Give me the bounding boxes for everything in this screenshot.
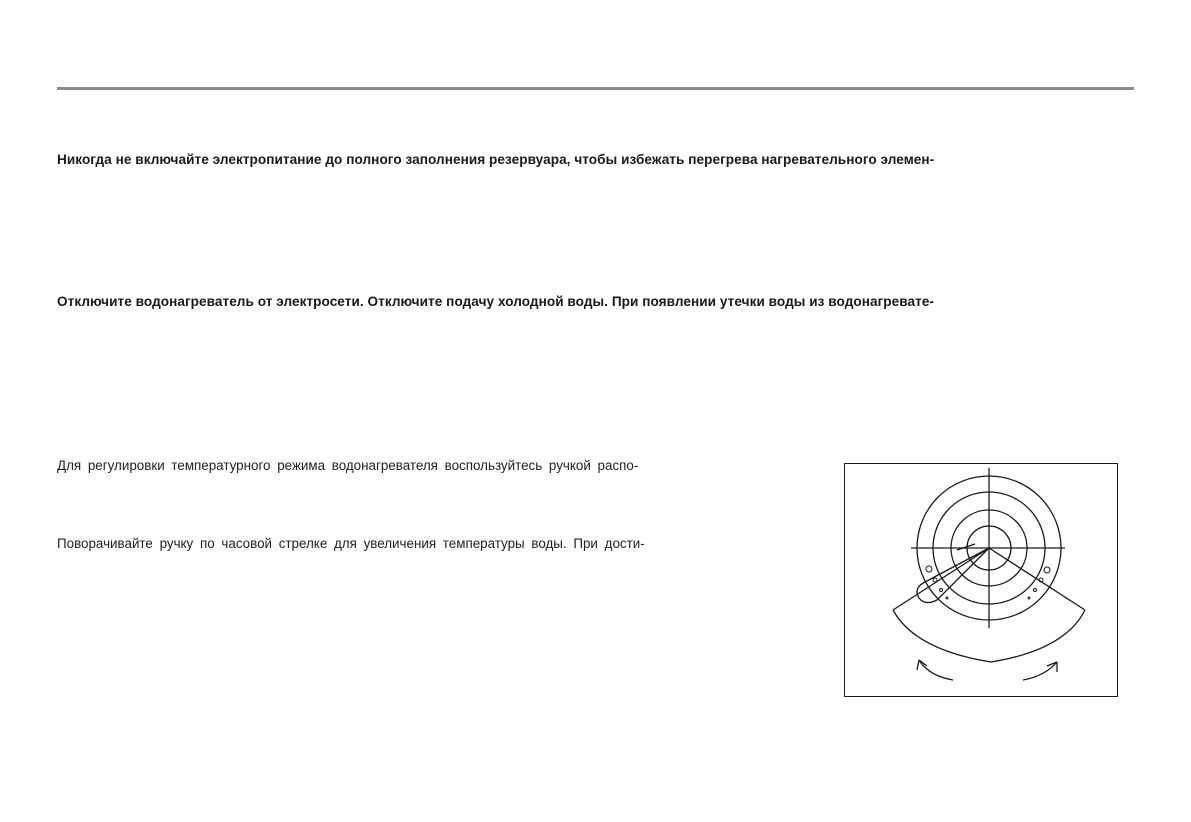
scale-mark-left-1 <box>926 566 932 572</box>
instruction-rotate-knob: Поворачивайте ручку по часовой стрелке для увеличения температуры воды. При дости- <box>57 536 645 551</box>
warning-disconnect: Отключите водонагреватель от электросети. Отключите подачу холодной воды. При появлении утечки воды из водонагревате- <box>57 294 935 309</box>
scale-mark-left-2 <box>933 578 937 582</box>
knob-pointer <box>917 548 989 603</box>
arrow-left-curve <box>919 660 953 680</box>
scale-mark-left-4 <box>946 597 948 599</box>
pointer-grip <box>957 544 975 550</box>
knob-diagram-svg <box>845 464 1119 698</box>
sector-left-edge <box>893 548 989 610</box>
warning-fill-tank: Никогда не включайте электропитание до полного заполнения резервуара, чтобы избежать перегрева нагревательного элемен- <box>57 152 935 167</box>
scale-mark-left-3 <box>940 589 943 592</box>
header-divider <box>57 87 1134 90</box>
sector-right-edge <box>989 548 1085 610</box>
scale-mark-right-1 <box>1044 567 1050 573</box>
instruction-adjust-temperature: Для регулировки температурного режима водонагревателя воспользуйтесь ручкой распо- <box>57 458 639 473</box>
thermostat-knob-diagram <box>844 463 1118 697</box>
scale-mark-right-3 <box>1034 589 1037 592</box>
scale-mark-right-4 <box>1028 597 1030 599</box>
